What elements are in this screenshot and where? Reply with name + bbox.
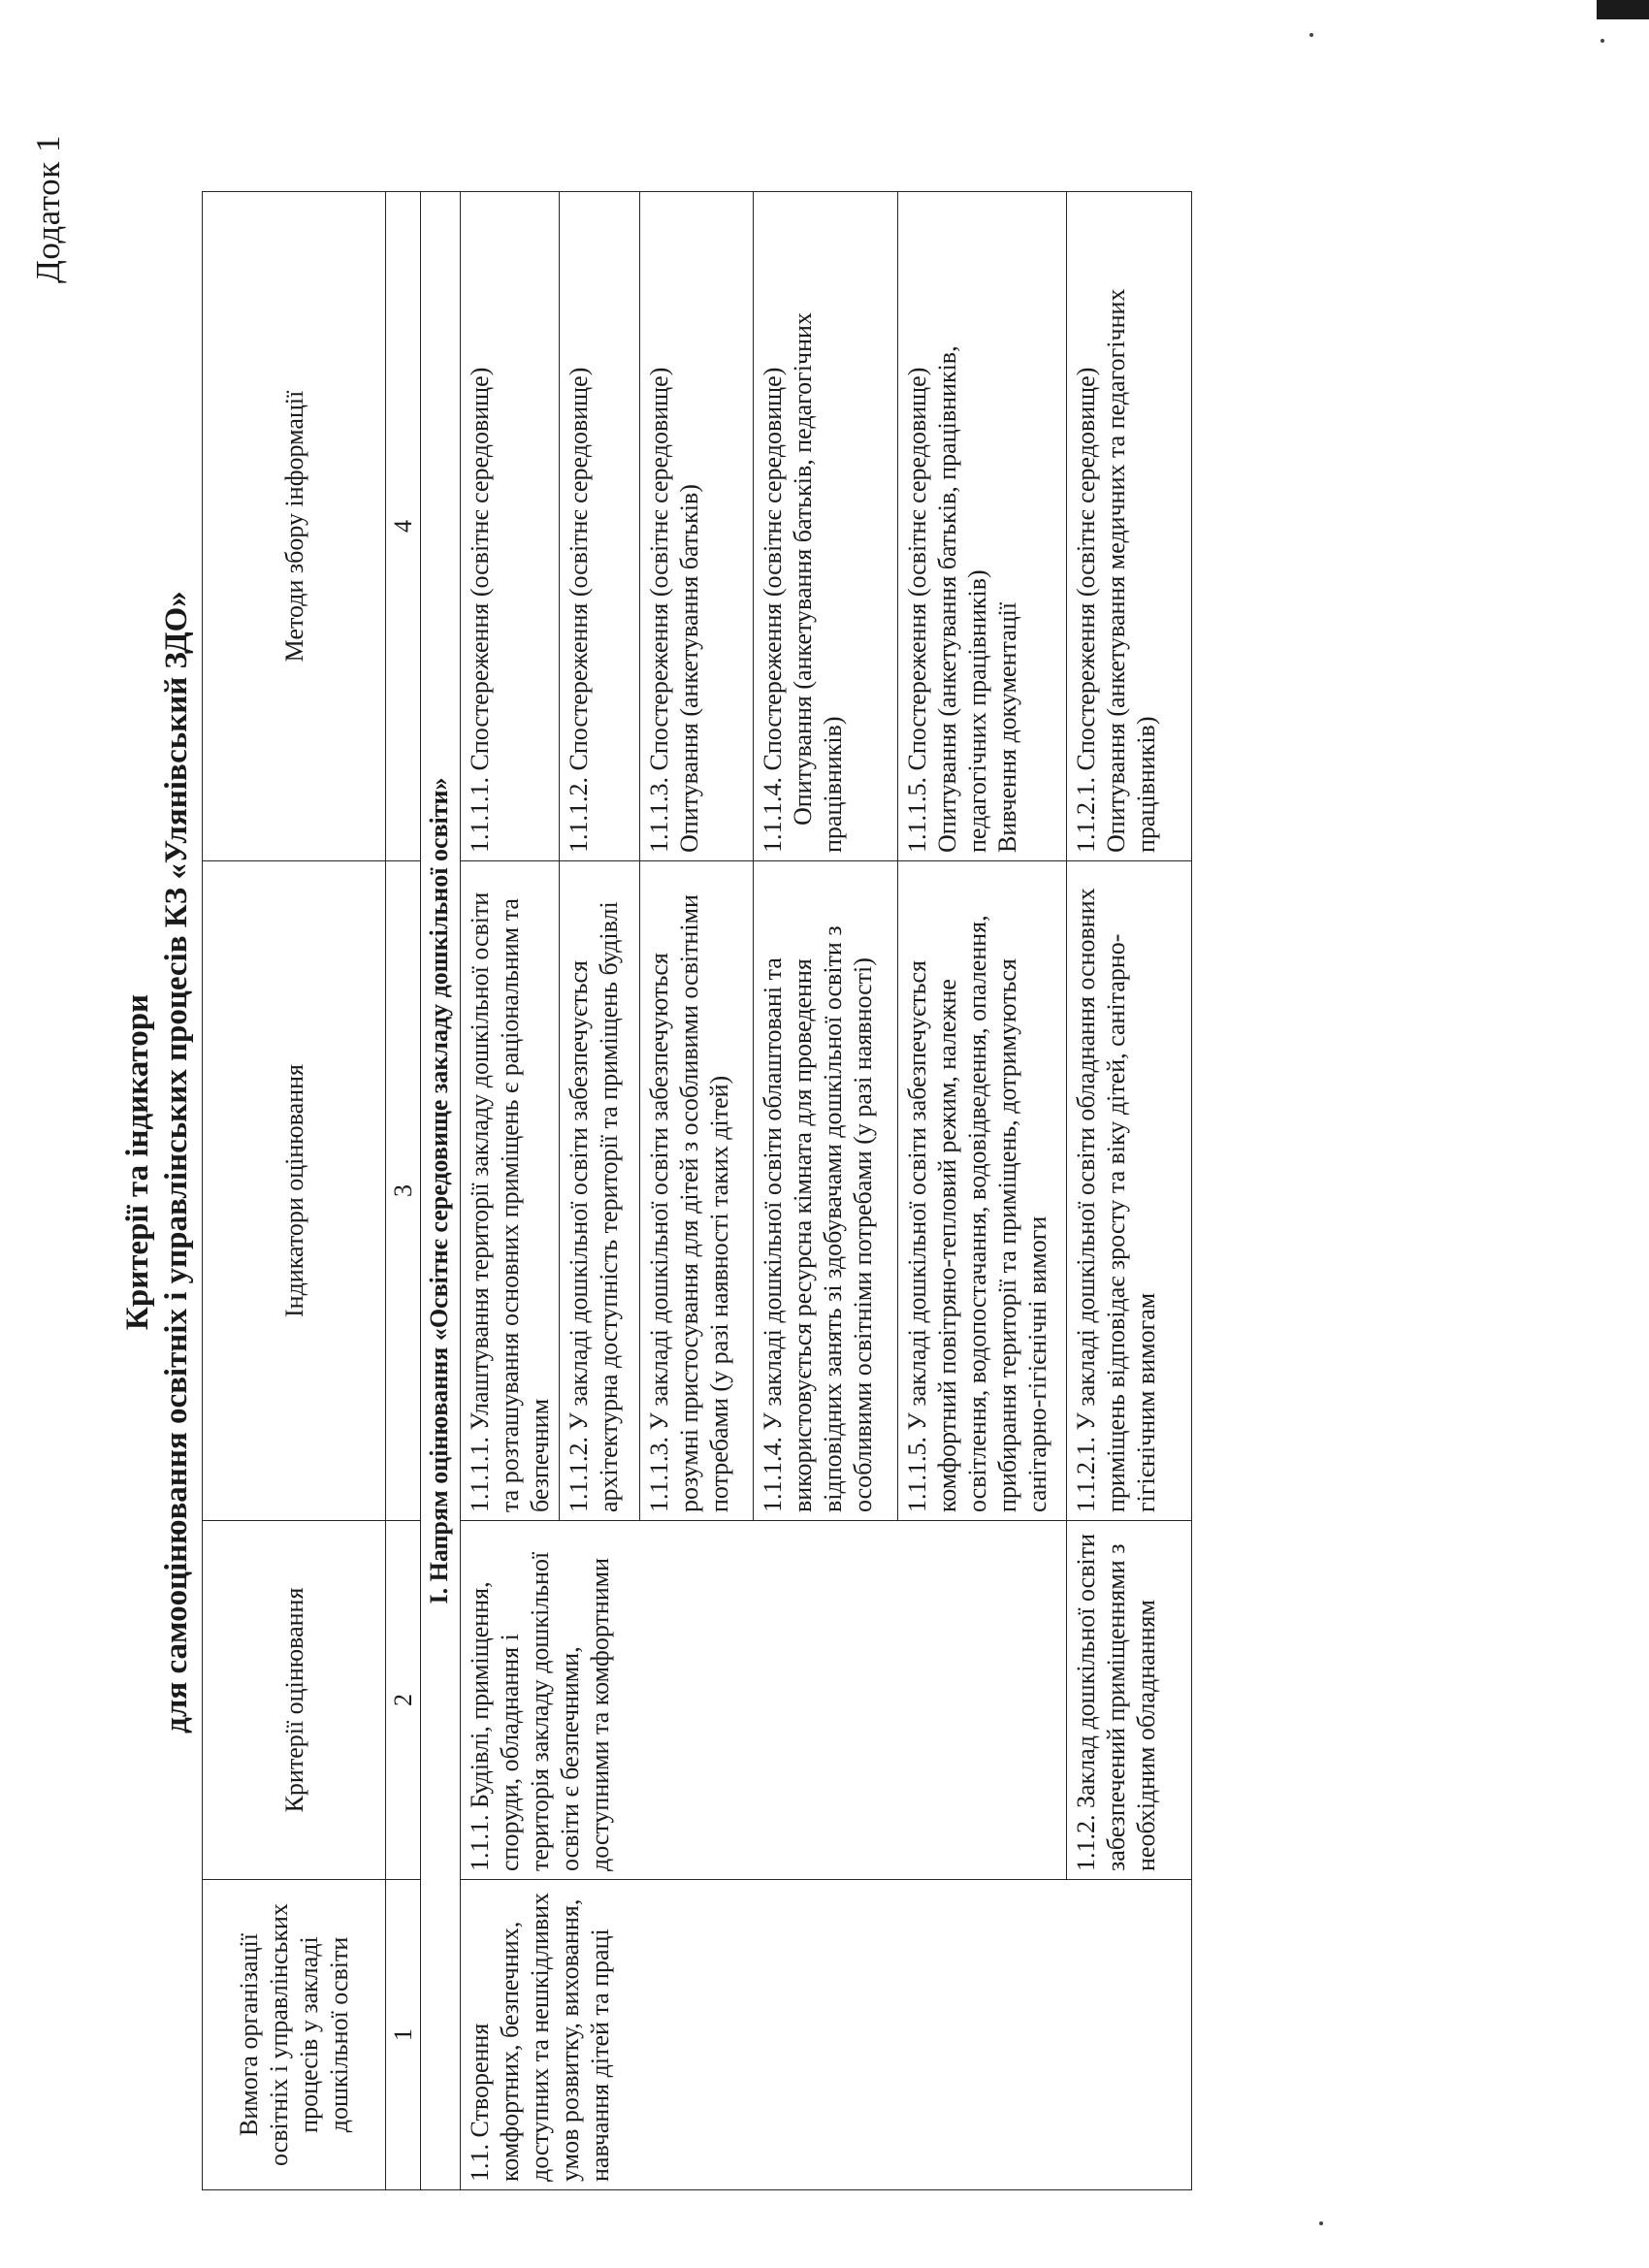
criteria-table-wrapper — [202, 191, 1192, 2190]
method-line: 1.1.1.2. Спостереження (освітнє середовище) — [565, 367, 593, 853]
section-heading: І. Напрям оцінювання «Освітнє середовище закладу дошкільної освіти» — [421, 192, 461, 2190]
methods-cell — [898, 192, 1067, 861]
methods-cell — [754, 192, 898, 861]
title-line-2: для самооцінювання освітніх і управлінських процесів КЗ «Улянівський ЗДО» — [159, 591, 194, 1733]
column-number: 2 — [386, 1521, 421, 1880]
method-line: Вивчення документації — [993, 601, 1021, 853]
method-line: 1.1.1.4. Спостереження (освітнє середовище) — [759, 367, 787, 853]
column-number-row — [386, 192, 421, 2190]
column-number: 1 — [386, 1880, 421, 2190]
column-number: 4 — [386, 192, 421, 861]
method-line: Опитування (анкетування медичних та педагогічних працівників) — [1102, 288, 1160, 853]
requirement-cell: 1.1. Створення комфортних, безпечних, доступних та нешкідливих умов розвитку, виховання, навчання дітей та праці — [461, 1880, 1192, 2190]
criterion-cell: 1.1.2. Заклад дошкільної освіти забезпечений приміщеннями з необхідним обладнанням — [1067, 1521, 1192, 1880]
method-line: Опитування (анкетування батьків, педагогічних працівників) — [789, 312, 847, 853]
title-line-1: Критерії та індикатори — [120, 993, 155, 1331]
header-criteria: Критерії оцінювання — [203, 1521, 386, 1880]
method-line: Опитування (анкетування батьків, працівників, педагогічних працівників) — [933, 345, 991, 853]
indicator-cell: 1.1.1.4. У закладі дошкільної освіти облаштовані та використовується ресурсна кімната для проведення відповідних занять зі здобувачами дошкільної освіти з особливими освітніми потребами (у разі наявності) — [754, 861, 898, 1521]
method-line: 1.1.1.5. Спостереження (освітнє середовище) — [903, 367, 931, 853]
methods-cell — [640, 192, 754, 861]
document-title — [118, 192, 196, 2132]
method-line: 1.1.2.1. Спостереження (освітнє середовище) — [1072, 367, 1100, 853]
table-row — [461, 192, 560, 2190]
appendix-label: Додаток 1 — [29, 135, 67, 283]
indicator-cell: 1.1.1.3. У закладі дошкільної освіти забезпечуються розумні пристосування для дітей з особливими освітніми потребами (у разі наявності таких дітей) — [640, 861, 754, 1521]
header-requirement: Вимога організації освітніх і управлінських процесів у закладі дошкільної освіти — [203, 1880, 386, 2190]
methods-cell — [461, 192, 560, 861]
methods-cell — [560, 192, 640, 861]
indicator-cell: 1.1.1.2. У закладі дошкільної освіти забезпечується архітектурна доступність території та приміщень будівлі — [560, 861, 640, 1521]
table-header-row — [203, 192, 386, 2190]
criterion-cell: 1.1.1. Будівлі, приміщення, споруди, обладнання і територія закладу дошкільної освіти є безпечними, доступними та комфортними — [461, 1521, 1067, 1880]
header-methods: Методи збору інформації — [203, 192, 386, 861]
criteria-table — [202, 191, 1192, 2190]
indicator-cell: 1.1.2.1. У закладі дошкільної освіти обладнання основних приміщень відповідає зросту та віку дітей, санітарно-гігієнічним вимогам — [1067, 861, 1192, 1521]
header-indicators: Індикатори оцінювання — [203, 861, 386, 1521]
method-line: 1.1.1.3. Спостереження (освітнє середовище) — [645, 367, 673, 853]
indicator-cell: 1.1.1.1. Улаштування території закладу дошкільної освіти та розташування основних приміщень є раціональним та безпечним — [461, 861, 560, 1521]
method-line: 1.1.1.1. Спостереження (освітнє середовище) — [466, 367, 494, 853]
column-number: 3 — [386, 861, 421, 1521]
methods-cell — [1067, 192, 1192, 861]
section-heading-row — [421, 192, 461, 2190]
indicator-cell: 1.1.1.5. У закладі дошкільної освіти забезпечується комфортний повітряно-тепловий режим, належне освітлення, водопостачання, водовідведення, опалення, прибирання території та приміщень, дотримуються санітарно-гігієнічні вимоги — [898, 861, 1067, 1521]
method-line: Опитування (анкетування батьків) — [675, 484, 703, 853]
